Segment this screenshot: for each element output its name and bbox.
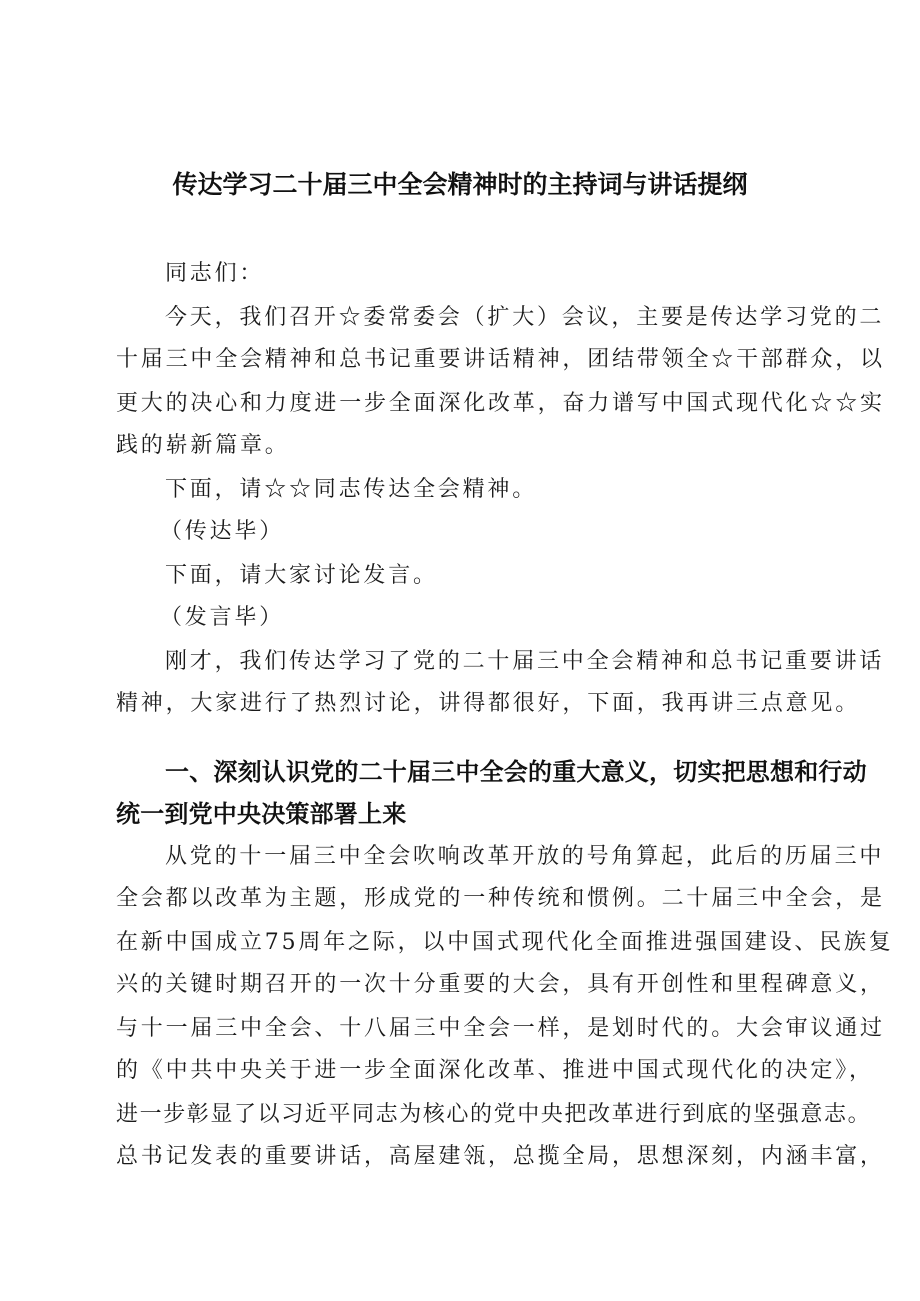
paragraph-line: 与十一届三中全会、十八届三中全会一样，是划时代的。大会审议通过	[116, 1016, 885, 1041]
paragraph-line: 刚才，我们传达学习了党的二十届三中全会精神和总书记重要讲话	[165, 649, 885, 674]
paragraph-line: 从党的十一届三中全会吹响改革开放的号角算起，此后的历届三中	[165, 844, 885, 869]
paragraph-line: 进一步彰显了以习近平同志为核心的党中央把改革进行到底的坚强意志。	[116, 1102, 872, 1127]
salutation: 同志们：	[165, 261, 265, 286]
paragraph-line: 在新中国成立75周年之际，以中国式现代化全面推进强国建设、民族复	[116, 930, 894, 955]
paragraph-line: 精神，大家进行了热烈讨论，讲得都很好，下面，我再讲三点意见。	[116, 691, 861, 716]
paragraph-line: 下面，请大家讨论发言。	[165, 563, 438, 588]
paragraph-line: 下面，请☆☆同志传达全会精神。	[165, 477, 538, 502]
document-title: 传达学习二十届三中全会精神时的主持词与讲话提纲	[172, 170, 748, 199]
paragraph-line: 践的崭新篇章。	[116, 433, 290, 458]
section-heading: 统一到党中央决策部署上来	[116, 800, 407, 828]
paragraph-line: 更大的决心和力度进一步全面深化改革，奋力谱写中国式现代化☆☆实	[116, 391, 885, 416]
stage-note: （发言毕）	[160, 605, 285, 630]
stage-note: （传达毕）	[160, 519, 285, 544]
section-heading: 一、深刻认识党的二十届三中全会的重大意义，切实把思想和行动	[165, 758, 867, 786]
paragraph-line: 今天，我们召开☆委常委会（扩大）会议，主要是传达学习党的二	[165, 305, 885, 330]
paragraph-line: 的《中共中央关于进一步全面深化改革、推进中国式现代化的决定》，	[116, 1058, 874, 1083]
paragraph-line: 兴的关键时期召开的一次十分重要的大会，具有开创性和里程碑意义，	[116, 972, 885, 997]
paragraph-line: 总书记发表的重要讲话，高屋建瓴，总揽全局，思想深刻，内涵丰富，	[116, 1144, 885, 1169]
paragraph-line: 全会都以改革为主题，形成党的一种传统和惯例。二十届三中全会，是	[116, 886, 885, 911]
paragraph-line: 十届三中全会精神和总书记重要讲话精神，团结带领全☆干部群众，以	[116, 347, 885, 372]
